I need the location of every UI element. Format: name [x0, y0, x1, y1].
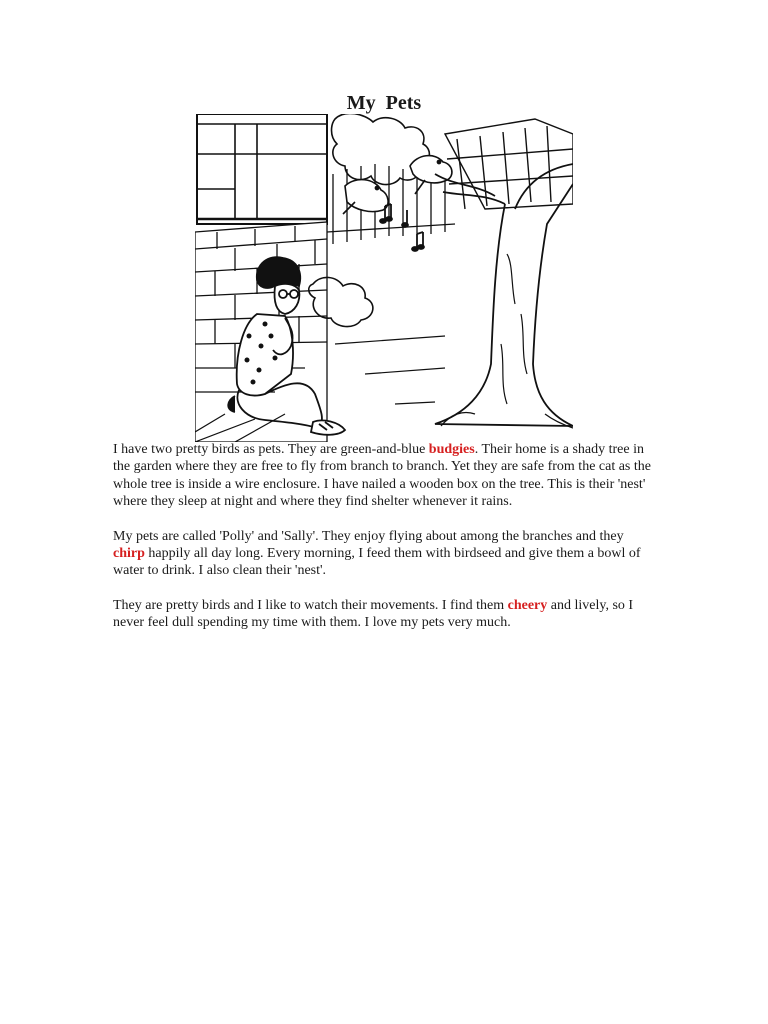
paragraph: My pets are called 'Polly' and 'Sally'. They enjoy flying about among the branches and they chirp happily all day long. Every morning, I feed them with birdseed and give them a bowl of water to drink. I also clean their 'nest'. — [113, 528, 641, 579]
highlighted-word: budgies — [428, 442, 475, 457]
article-body — [113, 441, 658, 649]
pets-illustration — [195, 114, 573, 442]
page-title: My Pets — [346, 92, 422, 114]
paragraph: They are pretty birds and I like to watch their movements. I find them cheery and lively, so I never feel dull spending my time with them. I love my pets very much. — [113, 597, 634, 631]
highlighted-word: chirp — [113, 546, 145, 562]
paragraph: I have two pretty birds as pets. They are green-and-blue budgies. Their home is a shady tree in the garden where they are free to fly from branch to branch. Yet they are safe from the cat as the whole tree is inside a wire enclosure. I have nailed a wooden box on the tree. This is their 'nest' where they sleep at night and where they find shelter whenever it rains. — [113, 442, 651, 510]
highlighted-word: cheery — [507, 597, 548, 613]
